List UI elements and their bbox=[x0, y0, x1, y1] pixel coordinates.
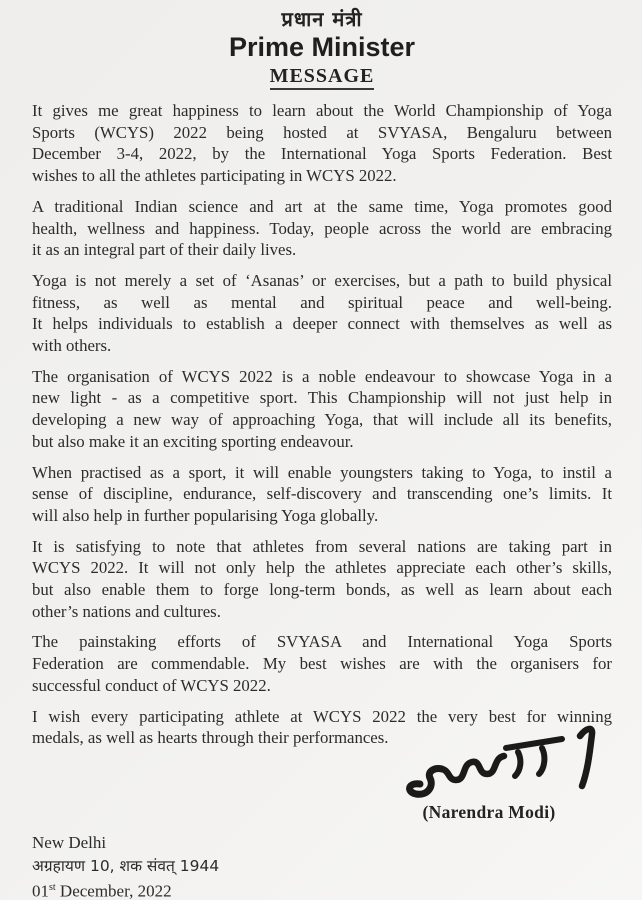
paragraph bbox=[32, 100, 612, 187]
paragraph-line: Yoga is not merely a set of ‘Asanas’ or exercises, but a path to build physical bbox=[32, 270, 612, 290]
footer-block bbox=[32, 832, 219, 900]
title-hindi: प्रधान मंत्री bbox=[281, 7, 363, 31]
paragraph-line: It helps individuals to establish a deeper connect with themselves as well as bbox=[32, 314, 612, 334]
date-ordinal: st bbox=[49, 882, 56, 893]
paragraph-line: new light - as a competitive sport. This Championship will not just help in bbox=[32, 388, 612, 408]
message-body bbox=[32, 100, 612, 749]
paragraph-line: It gives me great happiness to learn about the World Championship of Yoga bbox=[32, 101, 612, 120]
date-day: 01 bbox=[32, 881, 49, 900]
letterhead bbox=[32, 6, 612, 90]
footer-date-english bbox=[32, 877, 219, 900]
paragraph-line: other’s nations and cultures. bbox=[32, 601, 221, 621]
paragraph-line: health, wellness and happiness. Today, people across the world are embracing bbox=[32, 218, 612, 238]
paragraph-line: December 3-4, 2022, by the International Yoga Sports Federation. Best bbox=[32, 144, 612, 164]
signatory-name: (Narendra Modi) bbox=[422, 802, 556, 822]
paragraph-line: The painstaking efforts of SVYASA and International Yoga Sports bbox=[32, 632, 612, 652]
paragraph-line: WCYS 2022. It will not only help the athletes appreciate each other’s skills, bbox=[32, 558, 612, 578]
footer-place: New Delhi bbox=[32, 833, 107, 852]
paragraph-line: The organisation of WCYS 2022 is a noble endeavour to showcase Yoga in a bbox=[32, 366, 612, 386]
footer-date-hindi: अग्रहायण 10, शक संवत् 1944 bbox=[32, 856, 220, 875]
paragraph-line: with others. bbox=[32, 336, 112, 356]
paragraph-line: It is satisfying to note that athletes from several nations are taking part in bbox=[32, 536, 612, 556]
paragraph-line: wishes to all the athletes participating in WCYS 2022. bbox=[32, 166, 397, 186]
paragraph-line: I wish every participating athlete at WCYS 2022 the very best for winning bbox=[32, 706, 612, 726]
paragraph-line: successful conduct of WCYS 2022. bbox=[32, 675, 271, 695]
signature-icon bbox=[394, 722, 614, 800]
paragraph bbox=[32, 196, 612, 261]
paragraph-line: will also help in further popularising Yoga globally. bbox=[32, 505, 379, 525]
paragraph bbox=[32, 366, 612, 453]
paragraph-line: sense of discipline, endurance, self-discovery and transcending one’s limits. It bbox=[32, 484, 612, 504]
paragraph bbox=[32, 631, 612, 696]
paragraph-line: medals, as well as hearts through their performances. bbox=[32, 728, 389, 748]
paragraph-line: When practised as a sport, it will enable youngsters taking to Yoga, to instil a bbox=[32, 462, 612, 482]
paragraph-line: Sports (WCYS) 2022 being hosted at SVYASA, Bengaluru between bbox=[32, 122, 612, 142]
paragraph-line: Federation are commendable. My best wishes are with the organisers for bbox=[32, 654, 612, 674]
signature-block bbox=[364, 722, 614, 823]
paragraph bbox=[32, 462, 612, 527]
title-english: Prime Minister bbox=[228, 32, 416, 62]
paragraph bbox=[32, 536, 612, 623]
paragraph-line: it as an integral part of their daily lives. bbox=[32, 240, 297, 260]
paragraph-line: developing a new way of approaching Yoga, that will include all its benefits, bbox=[32, 410, 612, 430]
date-rest: December, 2022 bbox=[55, 881, 172, 900]
paragraph-line: A traditional Indian science and art at the same time, Yoga promotes good bbox=[32, 196, 612, 216]
paragraph-line: but also make it an exciting sporting endeavour. bbox=[32, 431, 354, 451]
paragraph-line: but also enable them to forge long-term bonds, as well as learn about each bbox=[32, 580, 612, 600]
message-heading: MESSAGE bbox=[270, 65, 375, 90]
paragraph bbox=[32, 270, 612, 357]
paragraph-line: fitness, as well as mental and spiritual peace and well-being. bbox=[32, 292, 612, 312]
